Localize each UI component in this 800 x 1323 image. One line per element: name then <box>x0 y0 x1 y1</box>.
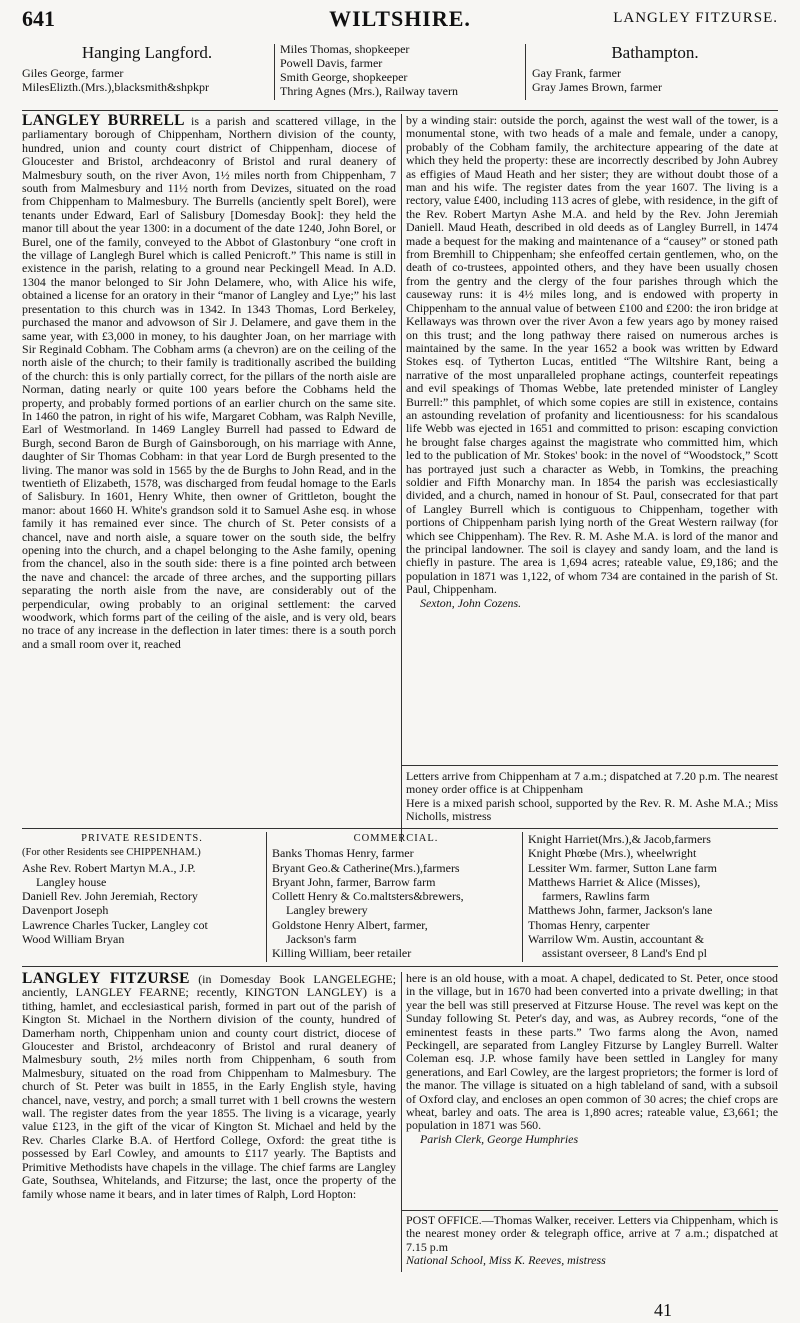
commercial-middle <box>272 832 520 961</box>
section-rule <box>22 828 778 829</box>
list-item: Lessiter Wm. farmer, Sutton Lane farm <box>528 860 717 875</box>
column-divider <box>522 832 523 962</box>
list-item: assistant overseer, 8 Land's End pl <box>542 946 707 961</box>
hanging-langford-column <box>22 42 272 102</box>
running-title: LANGLEY FITZURSE. <box>613 10 778 26</box>
fitzurse-right-text: here is an old house, with a moat. A chapel, dedicated to St. Peter, once stood in the village, but in 1670 had been converted into a private dwelling; in that year the bell was still preserved at Fitzurse House. The revel was kept on the Sunday following St. Peter's day, and was, as Aubrey records, “one of the eminentest feasts in these parts.” Two farms along the Avon, named Peckingell, are separated from Langley Fitzurse by Langley Burrell. Walter Coleman esq. J.P. whose family have been settled in Langley for many generations, and Earl Cowley, are the largest proprietors; the former is lord of the manor. The village is situated on a high tableland of sand, with a subsoil of Oxford clay, and encloses an open common of 30 acres; the chief crops are wheat, barley and oats. The area is 1,890 acres; rateable value, £3,661; the population in 1871 was 560. <box>406 971 778 1133</box>
parish-clerk-line: Parish Clerk, George Humphries <box>420 1131 579 1146</box>
fitzurse-left-column <box>22 972 396 1201</box>
list-item: Warrilow Wm. Austin, accountant & <box>528 932 705 947</box>
fitzurse-postal <box>406 1214 778 1268</box>
commercial-heading: COMMERCIAL. <box>353 833 439 844</box>
burrell-right-column <box>406 114 778 610</box>
column-divider <box>401 972 402 1272</box>
fitzurse-title: LANGLEY FITZURSE <box>22 970 190 987</box>
section-rule <box>402 1210 778 1211</box>
list-item: Smith George, shopkeeper <box>280 70 408 84</box>
column-divider <box>266 832 267 962</box>
list-item: Knight Phœbe (Mrs.), wheelwright <box>528 846 697 861</box>
section-rule <box>402 765 778 766</box>
list-item: Wood William Bryan <box>22 932 125 947</box>
section-rule <box>22 966 778 967</box>
burrell-postal <box>406 770 778 824</box>
column-divider <box>401 114 402 842</box>
middle-column <box>280 42 530 102</box>
letters-line: Letters arrive from Chippenham at 7 a.m.; dispatched at 7.20 p.m. The nearest money order office is at Chippenham <box>406 769 778 797</box>
column-divider <box>525 44 526 100</box>
private-heading: PRIVATE RESIDENTS. <box>81 833 203 844</box>
hanging-langford-heading: Hanging Langford. <box>81 43 213 62</box>
commercial-right <box>528 832 780 961</box>
list-item: Gay Frank, farmer <box>532 66 621 80</box>
top-directory <box>22 42 778 102</box>
list-item: Collett Henry & Co.maltsters&brewers, <box>272 889 464 904</box>
burrell-left-column <box>22 114 396 651</box>
list-item: Banks Thomas Henry, farmer <box>272 846 414 861</box>
fitzurse-right-column <box>406 972 778 1146</box>
list-item: Ashe Rev. Robert Martyn M.A., J.P. <box>22 860 196 875</box>
private-residents <box>22 832 262 946</box>
list-item: Bryant John, farmer, Barrow farm <box>272 874 436 889</box>
national-school-line: National School, Miss K. Reeves, mistress <box>406 1253 606 1268</box>
list-item: Daniell Rev. John Jeremiah, Rectory <box>22 889 198 904</box>
list-item: MilesElizth.(Mrs.),blacksmith&shpkpr <box>22 80 209 94</box>
folio-number: 41 <box>654 1300 672 1320</box>
post-office-text: —Thomas Walker, receiver. Letters via Chippenham, which is the nearest money order & telegraph office, arrive at 7 a.m.; dispatched at 7.15 p.m <box>406 1213 778 1254</box>
sexton-line: Sexton, John Cozens. <box>420 595 522 610</box>
bathampton-column <box>532 42 778 102</box>
list-item: Thring Agnes (Mrs.), Railway tavern <box>280 84 458 98</box>
fitzurse-left-text: (in Domesday Book LANGELEGHE; anciently, LANGLEY FEARNE; recently, KINGTON LANGLEY) is a tithing, hamlet, and ecclesiastical parish, formed in part out of the parish of Kington St. Michael in the Northern division of the county, hundred of Damerham north, Chippenham union and county court district, diocese of Gloucester and Bristol, archdeaconry of Bristol and rural deanery of Malmesbury south, 2½ miles north from Chippenham, 6 south from Malmesbury, situated on the road from Chippenham to Malmesbury. The church of St. Peter was built in 1855, in the Early English style, having chancel, nave, vestry, and porch; a small turret with 1 bell crowns the western wall. The register dates from the year 1855. The living is a vicarage, yearly value £123, in the gift of the vicar of Kington St. Michael and held by the Rev. Charles Clarke B.A. of Hertford College, Oxford: the great tithe is possessed by Earl Cowley, and amounts to £117 yearly. The Baptists and Primitive Methodists have chapels in the village. The chief farms are Langley Gate, Southsea, Whitelands, and Fitzurse; the last, once the property of the family whose name it bears, and in later times of Ralph, Lord Hopton: <box>22 972 396 1201</box>
list-item: Knight Harriet(Mrs.),& Jacob,farmers <box>528 832 711 846</box>
school-line: Here is a mixed parish school, supported by the Rev. R. M. Ashe M.A.; Miss Nicholls, mistress <box>406 795 778 824</box>
county-title: WILTSHIRE. <box>329 6 471 31</box>
list-item: Giles George, farmer <box>22 66 124 80</box>
list-item: Miles Thomas, shopkeeper <box>280 42 410 56</box>
page-number: 641 <box>22 6 55 31</box>
list-item: Langley house <box>36 874 107 889</box>
list-item: Matthews John, farmer, Jackson's lane <box>528 903 713 918</box>
list-item: Bryant Geo.& Catherine(Mrs.),farmers <box>272 860 460 875</box>
list-item: Gray James Brown, farmer <box>532 80 662 94</box>
burrell-title: LANGLEY BURRELL <box>22 112 185 129</box>
list-item: Thomas Henry, carpenter <box>528 917 650 932</box>
burrell-right-text: by a winding stair: outside the porch, against the west wall of the tower, is a monumental stone, with two heads of a male and female, under a canopy, probably of the Cobham family, the architecture appearing of the date at which they held the property: these are incorrectly described by John Aubrey as effigies of Maud Heath and her sister; they are without doubt those of a man and his wife. The register dates from the year 1607. The living is a rectory, value £400, including 113 acres of glebe, with residence, in the gift of the Rev. Robert Martyn Ashe M.A. and held by the Rev. John Jeremiah Daniell. Maud Heath, described in old deeds as of Langley Burrell, in 1474 made a bequest for the making and maintenance of a “causey” or stoned path from Bremhill to Chippenham; she enfeoffed certain gentlemen, who, on the death of co-trustees, appointed others, and they have been usually chosen from the gentry and the clergy of the four parishes through which the causeway runs: it is 4½ miles long, and is endowed with property in Chippenham to the annual value of between £100 and £200: the iron bridge at Kellaways was thrown over the river Avon a few years ago by money raised on this trust; and the long pathway there raised on numerous arches is maintained by the same. In the year 1652 a book was written by Edward Stokes esq. of Tytherton Lucas, entitled “The Wiltshire Rant, being a narrative of the most unparalleled prophane actings, counterfeit repeatings and evil speakings of Thomas Webbe, late pretended minister of Langley Burrell:” this pamphlet, of which some copies are still in existence, contains an astounding revelation of profanity and licentiousness: for his scandalous life Webb was ejected in 1651 and committed to prison: escaping conviction he brought false charges against the magistrate who committed him, which led to the publication of Mr. Stokes' book: in the novel of “Woodstock,” Scott has portrayed just such a character as Webb, in Tomkins, the preaching soldier and Fifth Monarchy man. In 1854 the parish was ecclesiastically divided, and a church, named in honour of St. Paul, consecrated for that part of Langley Burrell which is contiguous to Chippenham, together with portions of Chippenham parish lying north of the Great Western railway (for which see Chippenham). The Rev. R. M. Ashe M.A. is lord of the manor and the principal landowner. The soil is clayey and sandy loam, and the land is chiefly in pasture. The area is 1,694 acres; rateable value, £9,186; and the population in 1871 was 1,122, of whom 734 are contained in the parish of St. Paul, Chippenham. <box>406 113 778 597</box>
post-office-label: POST OFFICE. <box>406 1213 482 1227</box>
list-item: Matthews Harriet & Alice (Misses), <box>528 874 701 889</box>
running-head <box>22 6 778 36</box>
list-item: Goldstone Henry Albert, farmer, <box>272 917 428 932</box>
list-item: Killing William, beer retailer <box>272 946 412 961</box>
column-divider <box>274 44 275 100</box>
burrell-left-text: is a parish and scattered village, in the parliamentary borough of Chippenham, Northern division of the county, hundred, union and county court district of Chippenham, diocese of Gloucester and Bristol, archdeaconry of Bristol and rural deanery of Malmesbury south, on the river Avon, 1½ miles north from Chippenham, 7 south from Malmesbury and 11½ north from Devizes, situated on the road from Chippenham to Malmesbury. The Burrells (anciently spelt Borel), were tenants under Edward, Earl of Salisbury [Domesday Book]: they held the manor till about the year 1300: in a document of the date 1240, John Borel, or Burel, one of the family, conveyed to the Abbot of Glastonbury “one croft in the village of Langlegh Burel which is called Penicroft.” This name is still in existence in the parish, relating to a ground near Peckingell Mead. In A.D. 1304 the manor belonged to Sir John Delamere, who, with Alice his wife, obtained a license for an oratory in their “manor of Langley and Lye;” his last presentation to this church was in 1342. In 1343 Thomas, Lord Berkeley, purchased the manor and advowson of Sir J. Delamere, and gave them in the same year, with £3,000 in money, to his daughter Joan, on her marriage with Sir Reginald Cobham. The Cobham arms (a chevron) are on the ceiling of the north aisle of the church; to their family is traditionally ascribed the building of the church: this is only partially correct, for the pillars of the north aisle are Norman, dating nearly or quite 100 years before the Cobhams held the property, and probably formed portions of an earlier church on the same site. In 1460 the patron, in right of his wife, Margaret Cobham, was Ralph Neville, Earl of Westmorland. In 1469 Langley Burrell had passed to Edward de Burgh, second Baron de Burgh of Gainsborough, on his marriage with Anne, daughter of Sir Thomas Cobham: in that year Lord de Burgh presented to the living. The manor was sold in 1565 by the de Burghs to John Read, and in the twentieth of Elizabeth, 1578, was discharged from feudal homage to the Earls of Salisbury. In 1601, Henry White, then owner of Grittleton, bought the manor: about 1660 H. White's grandson sold it to Samuel Ashe esq. in whose family it has remained ever since. The church of St. Peter consists of a chancel, nave and north aisle, a square tower on the south side, the belfry opening into the church, and a chapel belonging to the Ashe family, opening from the chancel, also in the south side: there is a fine pointed arch between the nave and chancel: the arcade of three arches, and the supporting pillars separating the north aisle from the nave, are considerably out of the perpendicular, owing probably to an original settlement: the carved woodwork, which forms part of the ceiling of the aisle, and is very old, bears no trace of any increase in the deflection in later times: there is a south porch and a small room over it, reached <box>22 114 397 651</box>
section-rule <box>22 110 778 111</box>
list-item: Jackson's farm <box>286 932 357 947</box>
list-item: Lawrence Charles Tucker, Langley cot <box>22 917 208 932</box>
private-note: (For other Residents see CHIPPENHAM.) <box>22 847 201 859</box>
list-item: Langley brewery <box>286 903 368 918</box>
list-item: Powell Davis, farmer <box>280 56 383 70</box>
bathampton-heading: Bathampton. <box>611 43 699 62</box>
list-item: Davenport Joseph <box>22 903 109 918</box>
list-item: farmers, Rawlins farm <box>542 889 650 904</box>
